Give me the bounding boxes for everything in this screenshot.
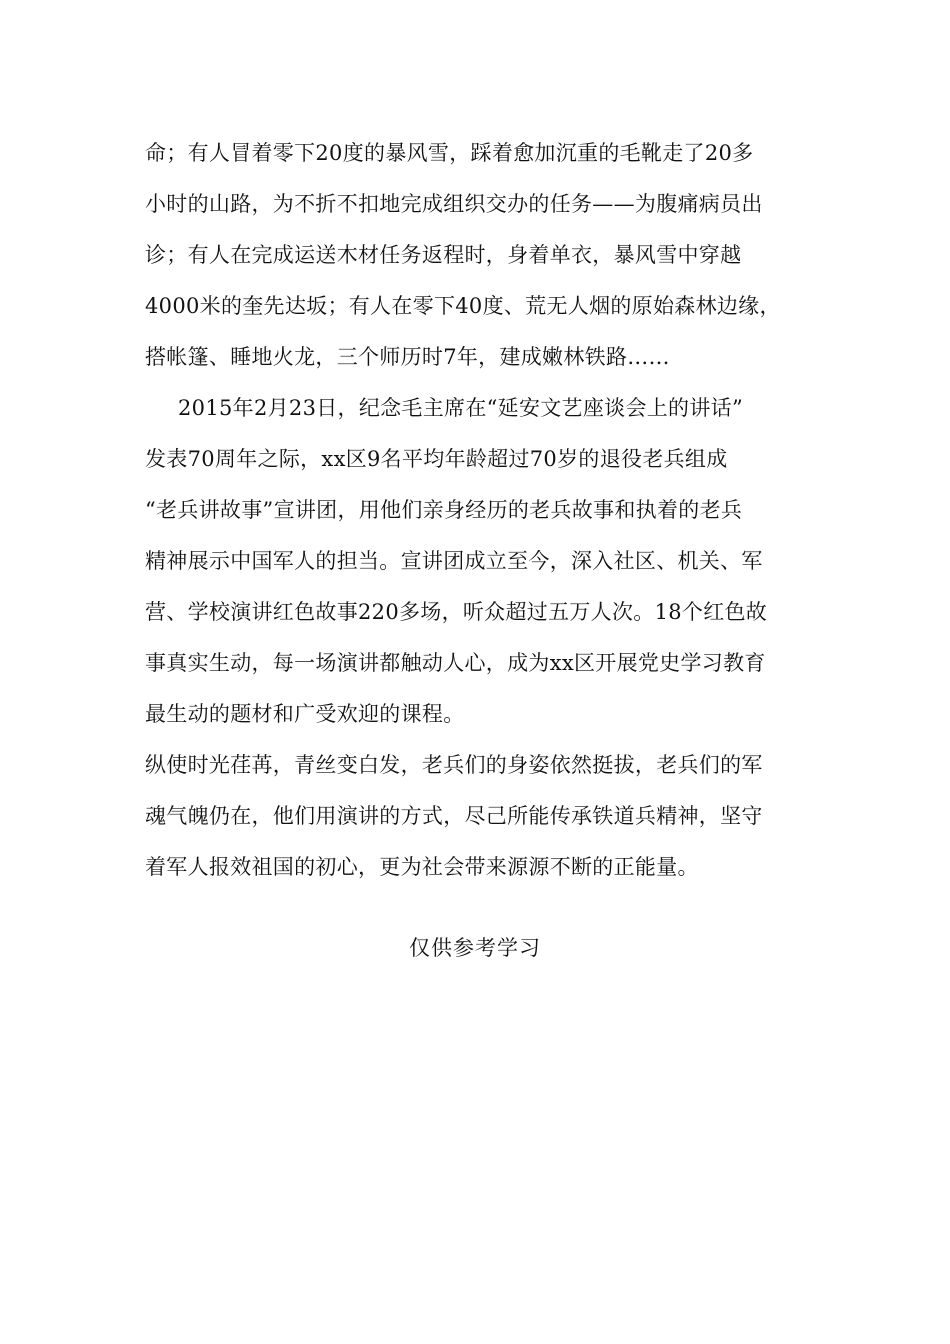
paragraph-line: “老兵讲故事”宣讲团，用他们亲身经历的老兵故事和执着的老兵 [145,498,743,522]
paragraph-line: 命；有人冒着零下20度的暴风雪，踩着愈加沉重的毛靴走了20多 [145,141,754,165]
paragraph-line: 着军人报效祖国的初心，更为社会带来源源不断的正能量。 [145,855,699,879]
paragraph-line: 最生动的题材和广受欢迎的课程。 [145,702,465,726]
paragraph-line: 4000米的奎先达坂；有人在零下40度、荒无人烟的原始森林边缘， [145,294,781,318]
paragraph-line: 魂气魄仍在，他们用演讲的方式，尽己所能传承铁道兵精神，坚守 [145,804,763,828]
body-text [145,128,805,893]
footer-note: 仅供参考学习 [409,936,541,960]
paragraph-line: 小时的山路，为不折不扣地完成组织交办的任务——为腹痛病员出 [145,192,763,216]
paragraph-line: 营、学校演讲红色故事220多场，听众超过五万人次。18个红色故 [145,600,768,624]
paragraph-line: 事真实生动，每一场演讲都触动人心，成为xx区开展党史学习教育 [145,651,766,675]
paragraph-line: 发表70周年之际，xx区9名平均年龄超过70岁的退役老兵组成 [145,447,728,471]
paragraph-line: 搭帐篷、睡地火龙，三个师历时7年，建成嫩林铁路…… [145,345,670,369]
paragraph-line: 纵使时光荏苒，青丝变白发，老兵们的身姿依然挺拔，老兵们的军 [145,753,763,777]
paragraph-line: 诊；有人在完成运送木材任务返程时，身着单衣，暴风雪中穿越 [145,243,742,267]
paragraph-line: 精神展示中国军人的担当。宣讲团成立至今，深入社区、机关、军 [145,549,763,573]
paragraph-line: 2015年2月23日，纪念毛主席在“延安文艺座谈会上的讲话” [178,396,743,420]
